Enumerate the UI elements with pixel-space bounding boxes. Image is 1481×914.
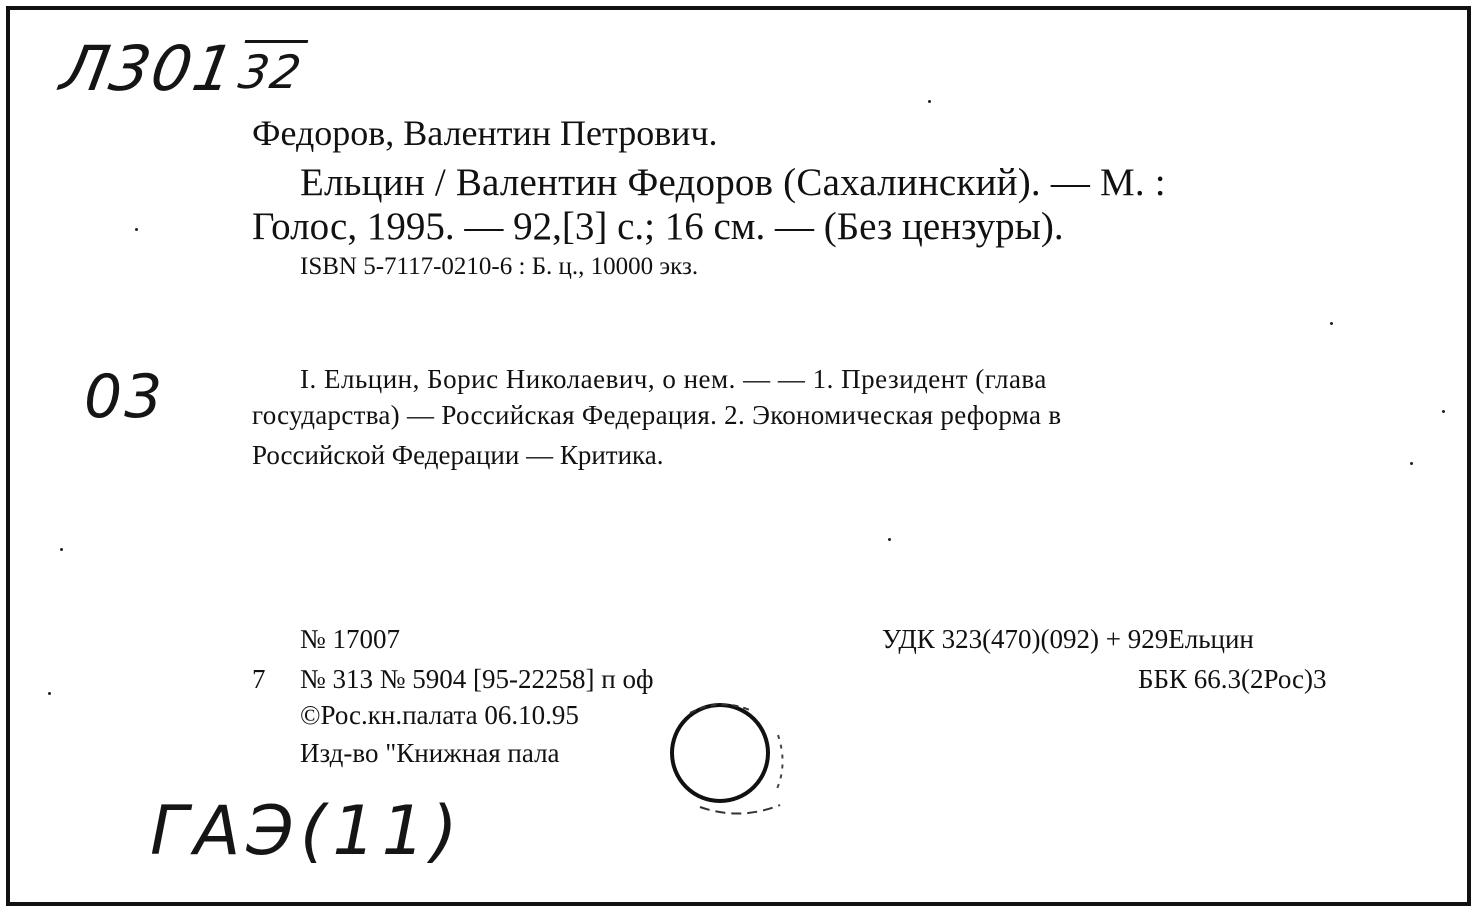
isbn-line: ISBN 5-7117-0210-6 : Б. ц., 10000 экз. (300, 253, 699, 280)
scan-speck (135, 228, 138, 231)
scan-speck (1410, 462, 1413, 465)
author-heading: Федоров, Валентин Петрович. (252, 113, 718, 153)
record-number-line: № 17007 (300, 624, 401, 654)
subject-line-3: Российской Федерации — Критика. (252, 440, 664, 470)
copyright-line: ©Рос.кн.палата 06.10.95 (300, 700, 579, 730)
scan-speck (60, 548, 63, 551)
handwritten-margin-code: 03 (84, 362, 165, 432)
scan-speck (928, 100, 931, 103)
bbk-classification: ББК 66.3(2Рос)3 (1138, 664, 1327, 694)
title-line-2: Голос, 1995. — 92,[3] с.; 16 см. — (Без цензуры). (252, 205, 1064, 248)
subject-line-2: государства) — Российская Федерация. 2. Экономическая реформа в (252, 400, 1062, 430)
record-prefix: 7 (252, 664, 266, 694)
handwritten-shelfmark-fraction: 32 (235, 40, 308, 99)
udk-classification: УДК 323(470)(092) + 929Ельцин (882, 624, 1254, 654)
subject-line-1: I. Ельцин, Борис Николаевич, о нем. — — 1. Президент (глава (300, 364, 1047, 394)
handwritten-shelfmark: Л301 (55, 32, 242, 105)
scan-speck (888, 538, 891, 541)
title-line-1: Ельцин / Валентин Федоров (Сахалинский). — М. : (300, 161, 1166, 204)
handwritten-bottom-code: ГАЭ(11) (150, 792, 464, 871)
scan-speck (1442, 410, 1445, 413)
scan-speck (48, 692, 51, 695)
stamp-circle-icon (660, 695, 810, 835)
record-number-line-2: № 313 № 5904 [95-22258] п оф (300, 664, 654, 694)
publisher-line: Изд-во "Книжная пала (300, 738, 560, 768)
scan-speck (1330, 322, 1333, 325)
